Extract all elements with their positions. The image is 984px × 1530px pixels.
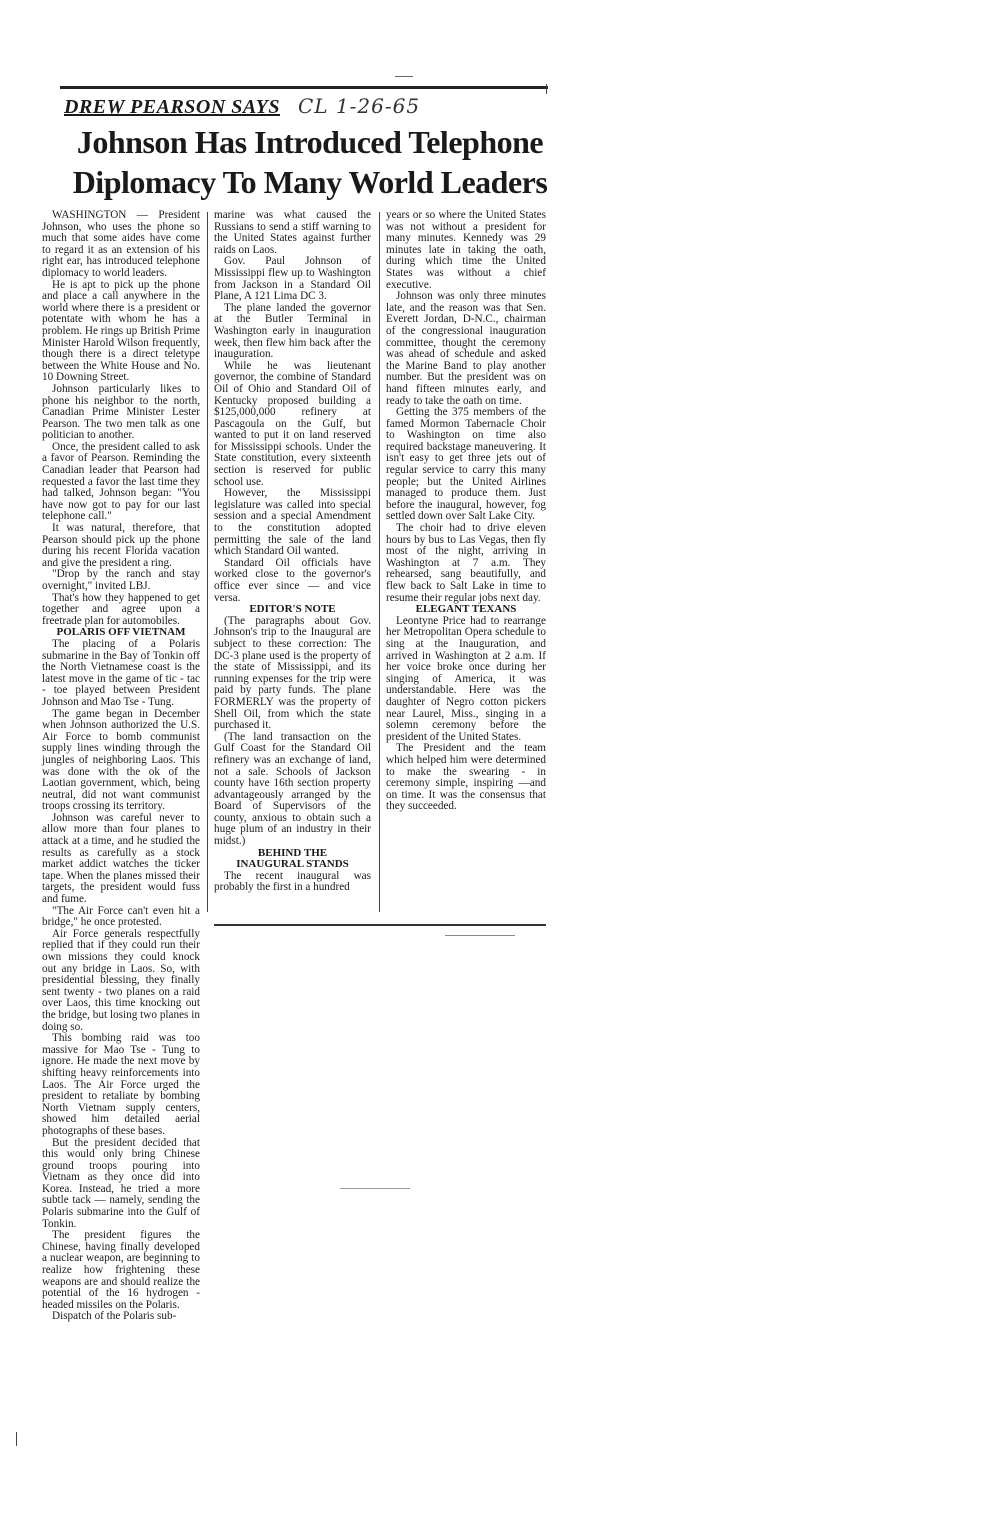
article-paragraph: years or so where the United States was not without a president for many minutes. Kennedy was 29 minutes late in taking the oath, during which time the United States was without a chief executive. bbox=[386, 209, 546, 291]
article-paragraph: The president figures the Chinese, having finally developed a nuclear weapon, are beginning to realize how frightening these weapons are and should realize the potential of the 16 hydrogen - headed missiles on the Polaris. bbox=[42, 1229, 200, 1311]
article-paragraph: WASHINGTON — President Johnson, who uses the phone so much that some aides have come to regard it as an extension of his right ear, has introduced telephone diplomacy to world leaders. bbox=[42, 209, 200, 279]
bottom-dash-mark bbox=[445, 935, 515, 936]
article-paragraph: The placing of a Polaris submarine in the Bay of Tonkin off the North Vietnamese coast is the latest move in the game of tic - tac - toe played between President Johnson and Mao Tse - Tung. bbox=[42, 637, 200, 708]
article-paragraph: (The land transaction on the Gulf Coast for the Standard Oil refinery was an exchange of land, not a sale. Schools of Jackson county have 16th section property advantageously arranged by the Board of Supervisors of the county, anxious to obtain such a huge plum of an industry in their midst.) bbox=[214, 730, 371, 848]
subheading: EDITOR'S NOTE bbox=[249, 603, 336, 616]
article-paragraph: The recent inaugural was probably the first in a hundred bbox=[214, 869, 371, 894]
article-paragraph: Johnson was only three minutes late, and the reason was that Sen. Everett Jordan, D-N.C., chairman of the congressional inauguration committee, thought the ceremony was ahead of schedule and asked the Marine Band to play another number. But the president was on hand fifteen minutes early, and ready to take the oath on time. bbox=[386, 290, 546, 407]
article-paragraph: He is apt to pick up the phone and place a call anywhere in the world where there is a president or potentate with whom he has a problem. He rings up British Prime Minister Harold Wilson frequently, though there is a direct teletype between the White House and No. 10 Downing Street. bbox=[42, 278, 200, 384]
article-paragraph: While he was lieutenant governor, the combine of Standard Oil of Ohio and Standard Oil of Kentucky proposed building a $125,000,000 refinery at Pascagoula on the Gulf, but wanted to put it on land reserved for Mississippi schools. Under the State constitution, every sixteenth section is reserved for public school use. bbox=[214, 359, 371, 488]
article-paragraph: But the president decided that this would only bring Chinese ground troops pouring into Vietnam as they once did into Korea. Instead, he tried a more subtle tack — namely, sending the Polaris submarine into the Gulf of Tonkin. bbox=[42, 1136, 200, 1230]
article-column-3 bbox=[386, 210, 546, 813]
article-paragraph: Getting the 375 members of the famed Mormon Tabernacle Choir to Washington on time also required backstage maneuvering. It isn't easy to get three jets out of regular service to carry this many people; but the United Airlines managed to produce them. Just before the inaugural, however, fog settled down over Salt Lake City. bbox=[386, 406, 546, 523]
stray-mark bbox=[340, 1188, 410, 1189]
article-column-2 bbox=[214, 210, 371, 894]
top-rule-end bbox=[546, 84, 547, 94]
article-paragraph: This bombing raid was too massive for Mao Tse - Tung to ignore. He made the next move by shifting heavy reinforcements into Laos. The Air Force urged the president to retaliate by bombing North Vietnam supply centers, showed him detailed aerial photographs of these bases. bbox=[42, 1032, 200, 1137]
article-paragraph: Johnson was careful never to allow more than four planes to attack at a time, and he studied the results as carefully as a stock market addict watches the ticker tape. When the planes missed their targets, the president would fuss and fume. bbox=[42, 811, 200, 906]
article-paragraph: Johnson particularly likes to phone his neighbor to the north, Canadian Prime Minister Lester Pearson. The two men talk as one politician to another. bbox=[42, 382, 200, 442]
handwritten-date-note: CL 1-26-65 bbox=[298, 94, 421, 118]
headline bbox=[60, 122, 560, 202]
subheading: POLARIS OFF VIETNAM bbox=[56, 626, 186, 639]
article-paragraph: Leontyne Price had to rearrange her Metropolitan Opera schedule to sing at the Inauguration, and arrived in Washington at 2 a.m. If her voice broke once during her singing of America, it was understandable. Here was the daughter of Negro cotton pickers near Laurel, Miss., singing in a solemn ceremony before the president of the United States. bbox=[386, 614, 546, 743]
article-paragraph: Standard Oil officials have worked close to the governor's office ever since — and vice versa. bbox=[214, 556, 371, 604]
article-paragraph: It was natural, therefore, that Pearson should pick up the phone during his recent Florida vacation and give the president a ring. bbox=[42, 522, 200, 569]
article-paragraph: The choir had to drive eleven hours by bus to Las Vegas, then fly most of the night, arriving in Washington at 7 a.m. They rehearsed, sang beautifully, and flew back to Salt Lake in time to resume their regular jobs next day. bbox=[386, 522, 546, 604]
column-divider-1 bbox=[207, 212, 208, 912]
article-paragraph: Air Force generals respectfully replied that if they could run their own missions they could knock out any bridge in Laos. So, with presidential blessing, they finally sent twenty - two planes on a raid over Laos, this time knocking out the bridge, but losing two planes in doing so. bbox=[42, 927, 200, 1033]
headline-line-2: Diplomacy To Many World Leaders bbox=[72, 164, 548, 200]
article-paragraph: "The Air Force can't even hit a bridge," he once protested. bbox=[42, 904, 200, 929]
article-paragraph: However, the Mississippi legislature was called into special session and a special Amendment to the constitution adopted permitting the sale of the land which Standard Oil wanted. bbox=[214, 487, 371, 558]
article-paragraph: (The paragraphs about Gov. Johnson's trip to the Inaugural are subject to these correction: The DC-3 plane used is the property of the state of Mississippi, and its running expenses for the trip were paid by party funds. The plane FORMERLY was the property of Shell Oil, from which the state purchased it. bbox=[214, 614, 371, 732]
top-rule bbox=[60, 86, 548, 89]
article-paragraph: Dispatch of the Polaris sub- bbox=[52, 1310, 177, 1323]
column-kicker: DREW PEARSON SAYS bbox=[64, 96, 280, 118]
article-paragraph: That's how they happened to get together and agree upon a freetrade plan for automobiles. bbox=[42, 591, 200, 627]
subheading: ELEGANT TEXANS bbox=[415, 603, 517, 616]
left-edge-mark bbox=[16, 1432, 17, 1446]
column-divider-2 bbox=[379, 212, 380, 912]
article-paragraph: Once, the president called to ask a favor of Pearson. Reminding the Canadian leader that Pearson had requested a favor the last time they had talked, Johnson began: "You have now got to pay for our last telephone call." bbox=[42, 440, 200, 523]
bottom-rule bbox=[214, 924, 546, 926]
subheading: BEHIND THE bbox=[257, 846, 328, 859]
article-paragraph: marine was what caused the Russians to send a stiff warning to the United States against further raids on Laos. bbox=[214, 209, 371, 256]
article-paragraph: The plane landed the governor at the Butler Terminal in Washington early in inauguration week, then flew him back after the inauguration. bbox=[214, 301, 371, 361]
article-paragraph: The game began in December when Johnson authorized the U.S. Air Force to bomb communist supply lines winding through the jungles of neighboring Laos. This was done with the ok of the Laotian government, which, being neutral, did not want communist troops crossing its territory. bbox=[42, 707, 200, 813]
top-mark bbox=[395, 76, 413, 77]
article-paragraph: "Drop by the ranch and stay overnight," invited LBJ. bbox=[42, 568, 200, 592]
article-column-1 bbox=[42, 210, 200, 1323]
subheading: INAUGURAL STANDS bbox=[236, 858, 349, 871]
headline-line-1: Johnson Has Introduced Telephone bbox=[76, 124, 544, 160]
article-paragraph: The President and the team which helped him were determined to make the swearing - in ceremony simple, inspiring —and on time. It was the consensus that they succeeded. bbox=[386, 742, 546, 813]
article-paragraph: Gov. Paul Johnson of Mississippi flew up to Washington from Jackson in a Standard Oil Plane, A 121 Lima DC 3. bbox=[214, 255, 371, 303]
